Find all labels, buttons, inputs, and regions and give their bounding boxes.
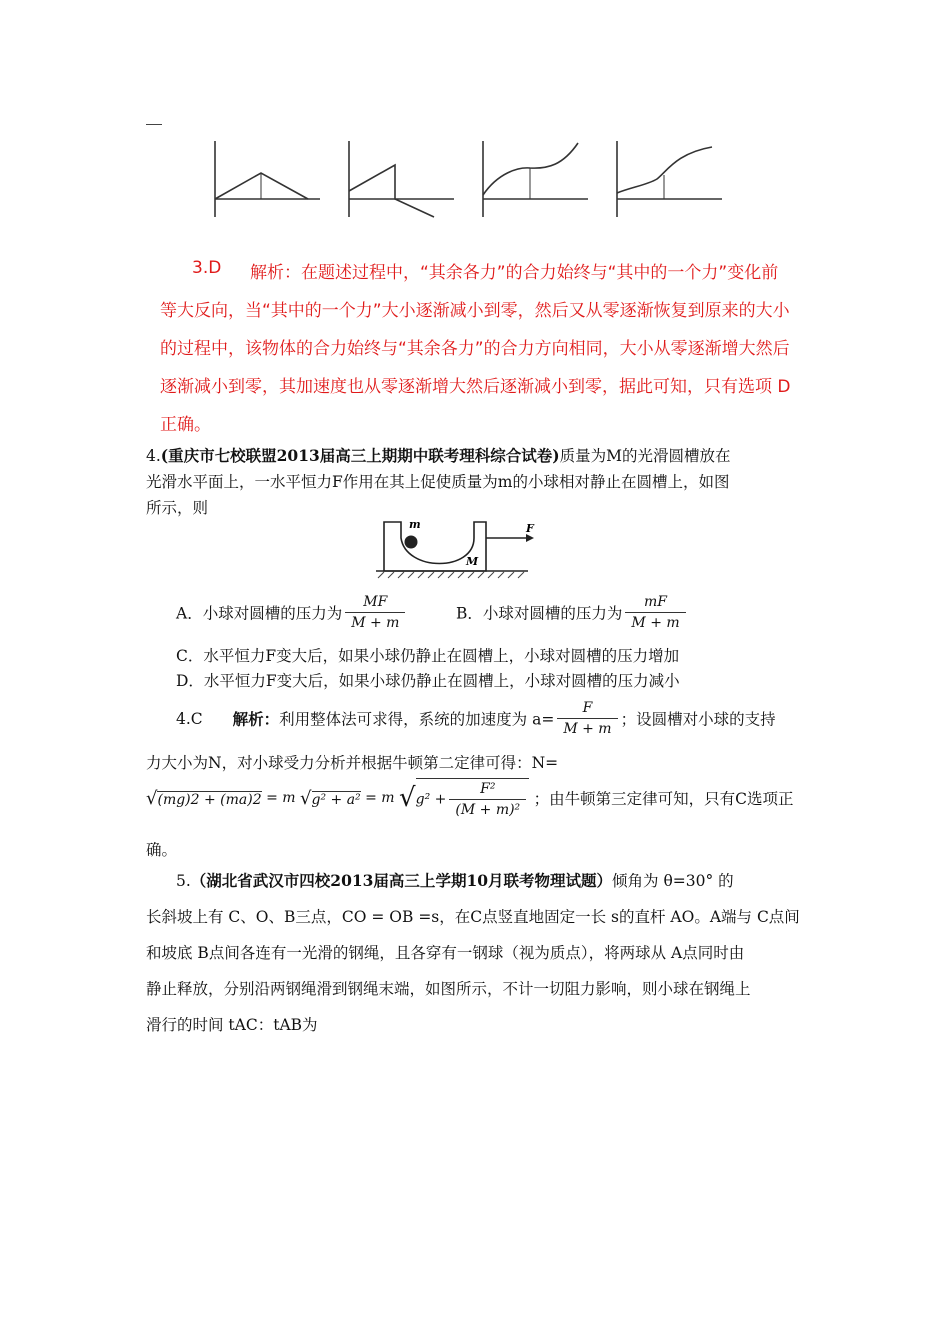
q4-option-b (456, 594, 689, 631)
sol4-text-1b: ；设圆槽对小球的支持 (620, 710, 776, 729)
ball-label: m (409, 518, 421, 531)
q4-option-d: D．水平恒力F变大后，如果小球仍静止在圆槽上，小球对圆槽的压力减小 (176, 672, 680, 690)
frac-num: MF (345, 594, 405, 613)
q4-source: (重庆市七校联盟2013届高三上期期中联考理科综合试卷) (160, 446, 560, 465)
answer-3-line-2: 等大反向，当“其中的一个力”大小逐渐减小到零，然后又从零逐渐恢复到原来的大小 (160, 301, 790, 321)
sol4-fraction (557, 700, 617, 737)
formula-left: (mg)2 + (ma)2 (157, 791, 262, 808)
frac-num: F² (449, 781, 526, 800)
frac-num: F (557, 700, 617, 719)
groove-label: M (466, 555, 479, 568)
answer-3-label: 3.D (192, 258, 222, 278)
answer-3-line-3: 的过程中，该物体的合力始终与“其余各力”的合力方向相同，大小从零逐渐增大然后 (160, 339, 790, 359)
q5-line-2: 长斜坡上有 C、O、B三点，CO = OB =s，在C点竖直地固定一长 s的直杆 AO。A端与 C点间 (146, 908, 800, 926)
q4-option-b-text: B．小球对圆槽的压力为 (456, 604, 623, 623)
sol4-line-1 (176, 700, 776, 737)
frac-den: M + m (351, 615, 400, 631)
answer-3-line-5: 正确。 (160, 415, 211, 435)
q4-line-1 (146, 444, 730, 466)
page-dash (146, 124, 162, 125)
q5-line-1 (176, 869, 734, 891)
sol4-line-4: 确。 (146, 841, 178, 859)
option-graphs (200, 135, 740, 225)
q4-option-a-fraction (345, 594, 405, 631)
sol4-formula: √(mg)2 + (ma)2 = m √g² + a² = m √g² + $\frac{\text{F²}}{\text{(M + m)²}}$ ；由牛顿第三定律可知，只有C选项正 (146, 778, 794, 818)
sol4-label: 4.C (176, 709, 203, 728)
sol4-text-1a: 利用整体法可求得，系统的加速度为 a= (279, 710, 555, 729)
q4-line-3: 所示，则 (146, 499, 209, 517)
graph-b (349, 141, 454, 217)
q5-line-3: 和坡底 B点间各连有一光滑的钢绳，且各穿有一钢球（视为质点），将两球从 A点同时由 (146, 944, 745, 962)
sol4-bold: 解析： (232, 709, 280, 729)
q4-option-c: C．水平恒力F变大后，如果小球仍静止在圆槽上，小球对圆槽的压力增加 (176, 647, 680, 665)
graph-c (483, 141, 588, 217)
q4-option-a-text: A．小球对圆槽的压力为 (176, 604, 343, 623)
q5-line-4: 静止释放，分别沿两钢绳滑到钢绳末端，如图所示，不计一切阻力影响，则小球在钢绳上 (146, 980, 751, 998)
graph-a (215, 141, 320, 217)
q4-option-a (176, 594, 408, 631)
answer-3-line-1: 解析：在题述过程中，“其余各力”的合力始终与“其中的一个力”变化前 (250, 263, 779, 283)
formula-right-fraction (449, 781, 526, 818)
formula-mid: = m (266, 790, 296, 806)
graph-d (617, 141, 722, 217)
q5-line-5: 滑行的时间 tAC：tAB为 (146, 1016, 318, 1034)
q5-stem-1b: 倾角为 θ=30° 的 (612, 872, 734, 890)
formula-eq2: = m (365, 790, 395, 806)
q4-stem-1: 质量为M的光滑圆槽放在 (559, 447, 731, 465)
frac-den: M + m (563, 721, 612, 737)
ball (405, 536, 418, 549)
frac-den: M + m (631, 615, 680, 631)
sol4-line-2: 力大小为N，对小球受力分析并根据牛顿第二定律可得：N= (146, 754, 559, 772)
q4-number: 4. (146, 447, 161, 465)
formula-right-root: g² + (415, 791, 447, 808)
answer-3-line-4: 逐渐减小到零，其加速度也从零逐渐增大然后逐渐减小到零，据此可知，只有选项 D (160, 377, 791, 397)
q5-number: 5. (176, 872, 191, 890)
q4-option-b-fraction (625, 594, 685, 631)
force-label: F (526, 522, 534, 535)
q4-figure (376, 514, 548, 580)
formula-mid-root: g² + a² (311, 791, 361, 808)
q5-source: （湖北省武汉市四校2013届高三上学期10月联考物理试题） (190, 871, 613, 890)
sol4-text-3b: ；由牛顿第三定律可知，只有C选项正 (533, 790, 794, 808)
frac-den: (M + m)² (455, 802, 521, 818)
q4-line-2: 光滑水平面上，一水平恒力F作用在其上促使质量为m的小球相对静止在圆槽上，如图 (146, 473, 730, 491)
frac-num: mF (625, 594, 685, 613)
